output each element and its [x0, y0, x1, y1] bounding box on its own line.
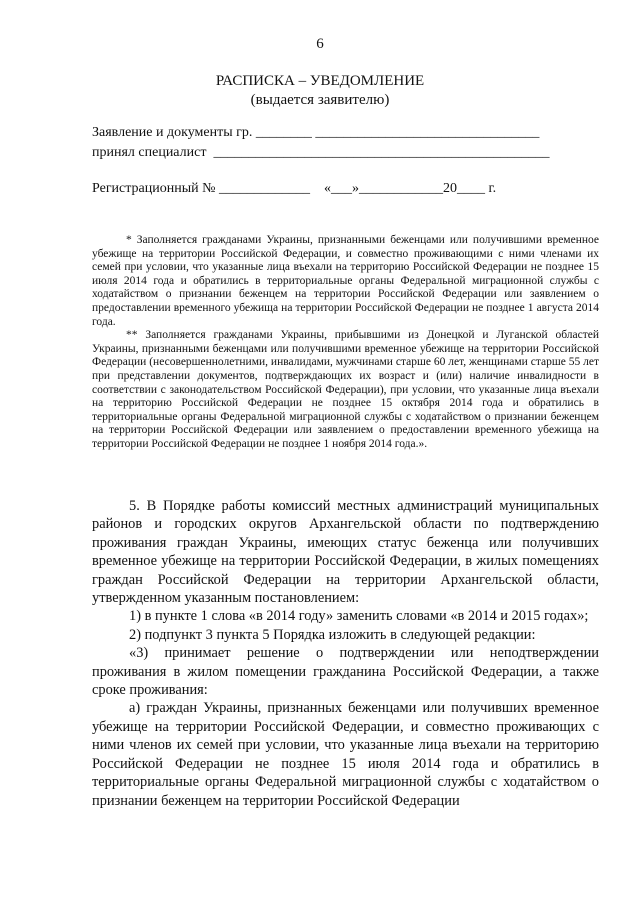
footnotes: [92, 234, 599, 452]
document-title-block: [0, 72, 640, 110]
footnote-2: ** Заполняется гражданами Украины, прибывшими из Донецкой и Луганской областей Украины, признанными беженцами или получившими временное убежище на территории Российской Федерации (несовершеннолетними, инвалидами, мужчинами старше 60 лет, женщинами старше 55 лет при представлении документов, подтверждающих их возраст и (или) наличие инвалидности в соответствии с законодательством Российской Федерации), при условии, что указанные лица въехали на территорию Российской Федерации не позднее 15 октября 2014 года и обратились в территориальные органы Федеральной миграционной службы с ходатайством о признании беженцем на территории Российской Федерации или заявлением о предоставлении временного убежища на территории Российской Федерации не позднее 1 ноября 2014 года.».: [92, 329, 599, 450]
document-title: РАСПИСКА – УВЕДОМЛЕНИЕ: [215, 73, 425, 89]
form-line-registration: Регистрационный № _____________ «___»____________20____ г.: [92, 181, 497, 196]
form-line-applicant: Заявление и документы гр. ________ ________________________________: [92, 125, 540, 140]
page-number: 6: [316, 36, 324, 52]
paragraph-subitem-2: 2) подпункт 3 пункта 5 Порядка изложить в следующей редакции:: [129, 626, 536, 643]
footnote-1: * Заполняется гражданами Украины, признанными беженцами или получившими временное убежище на территории Российской Федерации, и совместно проживающими с ними членами их семей при условии, что указанные лица въехали на территорию Российской Федерации не позднее 15 июля 2014 года и обратились в территориальные органы Федеральной миграционной службы с ходатайством о признании беженцем на территории Российской Федерации или заявлением о предоставлении временного убежища на территории Российской Федерации не позднее 1 августа 2014 года.: [92, 234, 599, 328]
paragraph-subitem-1: 1) в пункте 1 слова «в 2014 году» заменить словами «в 2014 и 2015 годах»;: [129, 608, 589, 625]
paragraph-item-5: 5. В Порядке работы комиссий местных администраций муниципальных районов и городских округов Архангельской области по подтверждению проживания граждан Украины, имеющих статус беженца или получивших временное убежище на территории Российской Федерации, в жилых помещениях граждан Российской Федерации на территории Архангельской области, утвержденном указанным постановлением:: [92, 498, 599, 607]
paragraph-quote-3: «3) принимает решение о подтверждении или неподтверждении проживания в жилом помещении гражданина Российской Федерации, а также сроке проживания:: [92, 645, 599, 699]
form-line-specialist: принял специалист ________________________________________________: [92, 145, 550, 160]
main-text: [92, 497, 599, 810]
document-subtitle: (выдается заявителю): [250, 92, 390, 108]
paragraph-subitem-a: а) граждан Украины, признанных беженцами или получивших временное убежище на территории Российской Федерации, и совместно проживающих с ними членов их семей при условии, что указанные лица въехали на территорию Российской Федерации не позднее 15 июля 2014 года и обратились в территориальные органы Федеральной миграционной службы с ходатайством о признании беженцем на территории Российской Федерации: [92, 700, 599, 809]
